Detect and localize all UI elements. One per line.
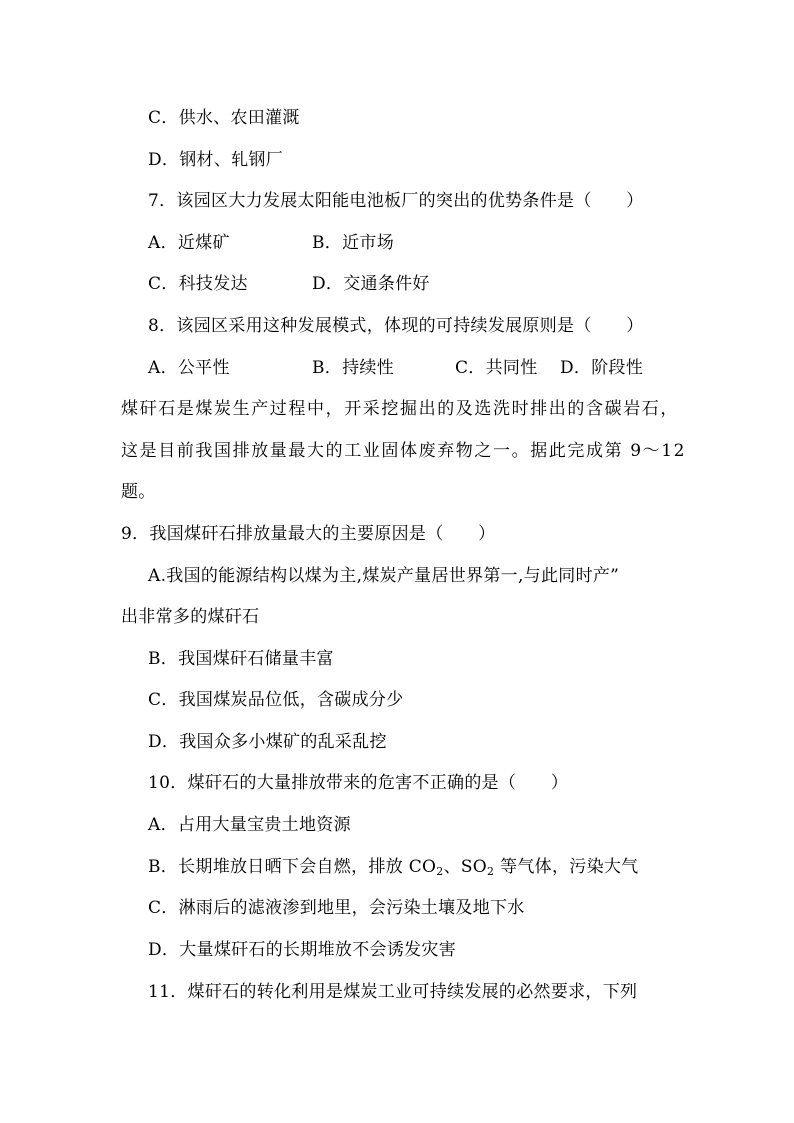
q6-option-c: C．供水、农田灌溉: [148, 108, 300, 128]
q9-option-c: C．我国煤炭品位低，含碳成分少: [148, 690, 404, 710]
q6-option-d: D．钢材、轧钢厂: [148, 150, 284, 170]
q9-option-d: D．我国众多小煤矿的乱采乱挖: [148, 732, 387, 752]
question-8: 8．该园区采用这种发展模式，体现的可持续发展原则是（ ）: [148, 316, 644, 336]
passage-line-3: 题。: [121, 482, 156, 502]
q8-option-a: A．公平性: [148, 358, 230, 378]
question-9: 9．我国煤矸石排放量最大的主要原因是（ ）: [121, 524, 496, 544]
q9-option-b: B．我国煤矸石储量丰富: [148, 649, 334, 669]
q7-option-a: A．近煤矿: [148, 233, 230, 253]
question-7: 7．该园区大力发展太阳能电池板厂的突出的优势条件是（ ）: [148, 191, 644, 211]
question-10: 10．煤矸石的大量排放带来的危害不正确的是（ ）: [148, 773, 569, 793]
q10-option-c: C．淋雨后的滤液渗到地里，会污染土壤及地下水: [148, 898, 525, 918]
so2-subscript: 2: [487, 865, 495, 878]
q10-option-d: D．大量煤矸石的长期堆放不会诱发灾害: [148, 940, 457, 960]
q10-option-b: [148, 856, 638, 878]
q10-option-b-tail: 等气体，污染大气: [494, 857, 639, 877]
q8-option-b: B．持续性: [312, 358, 394, 378]
question-11: 11．煤矸石的转化利用是煤炭工业可持续发展的必然要求，下列: [148, 982, 638, 1002]
q7-option-c: C．科技发达: [148, 274, 248, 294]
q7-option-d: D．交通条件好: [312, 274, 430, 294]
q8-option-c: C．共同性: [455, 358, 538, 378]
passage-line-1: 煤矸石是煤炭生产过程中，开采挖掘出的及选洗时排出的含碳岩石，: [121, 399, 679, 419]
q9-option-a-line-2: 出非常多的煤矸石: [121, 607, 260, 627]
q10-option-b-so2: 、SO: [443, 857, 488, 877]
q8-option-d: D．阶段性: [560, 358, 644, 378]
q10-option-b-text: B．长期堆放日晒下会自燃，排放 CO: [148, 857, 437, 877]
co2-subscript: 2: [436, 865, 444, 878]
passage-line-2: 这是目前我国排放量最大的工业固体废弃物之一。据此完成第 9～12: [121, 441, 687, 461]
q7-option-b: B．近市场: [312, 233, 394, 253]
q9-option-a-line-1: A.我国的能源结构以煤为主,煤炭产量居世界第一,与此同时产”: [148, 566, 620, 586]
q10-option-a: A．占用大量宝贵土地资源: [148, 815, 351, 835]
